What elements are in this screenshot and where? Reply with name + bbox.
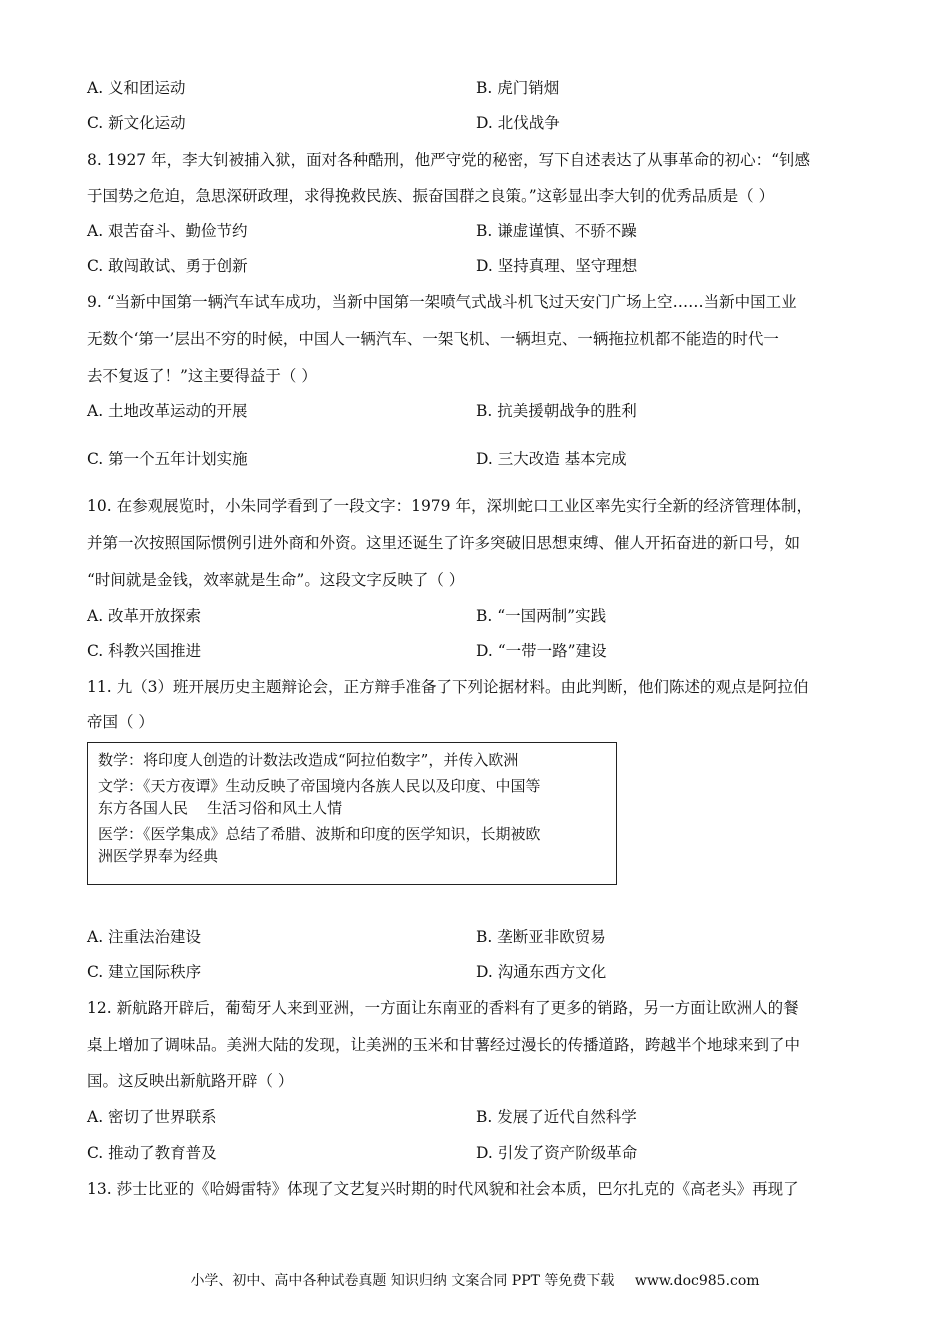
q12-option-c: C. 推动了教育普及: [87, 1144, 217, 1162]
footer-text: 小学、初中、高中各种试卷真题 知识归纳 文案合同 PPT 等免费下载: [190, 1273, 615, 1289]
page-footer: [0, 1270, 950, 1290]
footer-url: www.doc985.com: [634, 1273, 760, 1289]
q7-option-a: A. 义和团运动: [87, 79, 186, 97]
q11-stem-line-1: 11. 九（3）班开展历史主题辩论会，正方辩手准备了下列论据材料。由此判断，他们陈述的观点是阿拉伯: [87, 678, 809, 696]
q11-option-d: D. 沟通东西方文化: [476, 963, 607, 981]
q11-stem-line-2: 帝国（ ）: [87, 713, 154, 731]
q7-option-d: D. 北伐战争: [476, 114, 560, 132]
q11-option-a: A. 注重法治建设: [87, 928, 202, 946]
q10-stem-line-1: 10. 在参观展览时，小朱同学看到了一段文字：1979 年，深圳蛇口工业区率先实行全新的经济管理体制，: [87, 497, 812, 515]
q11-option-c: C. 建立国际秩序: [87, 963, 202, 981]
q11-evidence-box: [87, 742, 617, 885]
q9-stem-line-1: 9. “当新中国第一辆汽车试车成功，当新中国第一架喷气式战斗机飞过天安门广场上空……当新中国工业: [87, 293, 797, 311]
q10-option-c: C. 科教兴国推进: [87, 642, 202, 660]
q8-stem-line-2: 于国势之危迫，急思深研政理，求得挽救民族、振奋国群之良策。”这彰显出李大钊的优秀品质是（ ）: [87, 187, 775, 205]
q11-option-b: B. 垄断亚非欧贸易: [476, 928, 606, 946]
q9-option-d: D. 三大改造 基本完成: [476, 450, 627, 468]
q12-option-b: B. 发展了近代自然科学: [476, 1108, 637, 1126]
q7-option-c: C. 新文化运动: [87, 114, 186, 132]
q12-stem-line-2: 桌上增加了调味品。美洲大陆的发现，让美洲的玉米和甘薯经过漫长的传播道路，跨越半个地球来到了中: [87, 1036, 801, 1054]
evidence-medicine: 医学：《医学集成》总结了希腊、波斯和印度的医学知识，长期被欧 洲医学界奉为经典: [98, 825, 541, 865]
q9-option-b: B. 抗美援朝战争的胜利: [476, 402, 637, 420]
q7-option-b: B. 虎门销烟: [476, 79, 560, 97]
q8-option-d: D. 坚持真理、坚守理想: [476, 257, 638, 275]
q10-stem-line-2: 并第一次按照国际惯例引进外商和外资。这里还诞生了许多突破旧思想束缚、催人开拓奋进的新口号，如: [87, 534, 801, 552]
q8-option-c: C. 敢闯敢试、勇于创新: [87, 257, 248, 275]
q9-stem-line-2: 无数个‘第一’层出不穷的时候，中国人一辆汽车、一架飞机、一辆坦克、一辆拖拉机都不能造的时代一: [87, 330, 779, 348]
q8-stem-line-1: 8. 1927 年，李大钊被捕入狱，面对各种酷刑，他严守党的秘密，写下自述表达了从事革命的初心：“钊感: [87, 151, 811, 169]
q8-option-b: B. 谦虚谨慎、不骄不躁: [476, 222, 637, 240]
evidence-literature: 文学：《天方夜谭》生动反映了帝国境内各族人民以及印度、中国等 东方各国人民 生活习俗和风土人情: [98, 777, 541, 817]
q13-stem-line-1: 13. 莎士比亚的《哈姆雷特》体现了文艺复兴时期的时代风貌和社会本质，巴尔扎克的《高老头》再现了: [87, 1180, 799, 1198]
q12-stem-line-1: 12. 新航路开辟后，葡萄牙人来到亚洲，一方面让东南亚的香料有了更多的销路，另一方面让欧洲人的餐: [87, 999, 799, 1017]
q8-option-a: A. 艰苦奋斗、勤俭节约: [87, 222, 248, 240]
q10-stem-line-3: “时间就是金钱，效率就是生命”。这段文字反映了（ ）: [87, 571, 465, 589]
q12-stem-line-3: 国。这反映出新航路开辟（ ）: [87, 1072, 294, 1090]
q10-option-d: D. “一带一路”建设: [476, 642, 607, 660]
q9-option-a: A. 土地改革运动的开展: [87, 402, 248, 420]
evidence-math: 数学：将印度人创造的计数法改造成“阿拉伯数字”，并传入欧洲: [98, 751, 519, 769]
q12-option-a: A. 密切了世界联系: [87, 1108, 217, 1126]
q10-option-a: A. 改革开放探索: [87, 607, 202, 625]
q9-stem-line-3: 去不复返了！”这主要得益于（ ）: [87, 367, 317, 385]
q10-option-b: B. “一国两制”实践: [476, 607, 607, 625]
q12-option-d: D. 引发了资产阶级革命: [476, 1144, 638, 1162]
q9-option-c: C. 第一个五年计划实施: [87, 450, 248, 468]
